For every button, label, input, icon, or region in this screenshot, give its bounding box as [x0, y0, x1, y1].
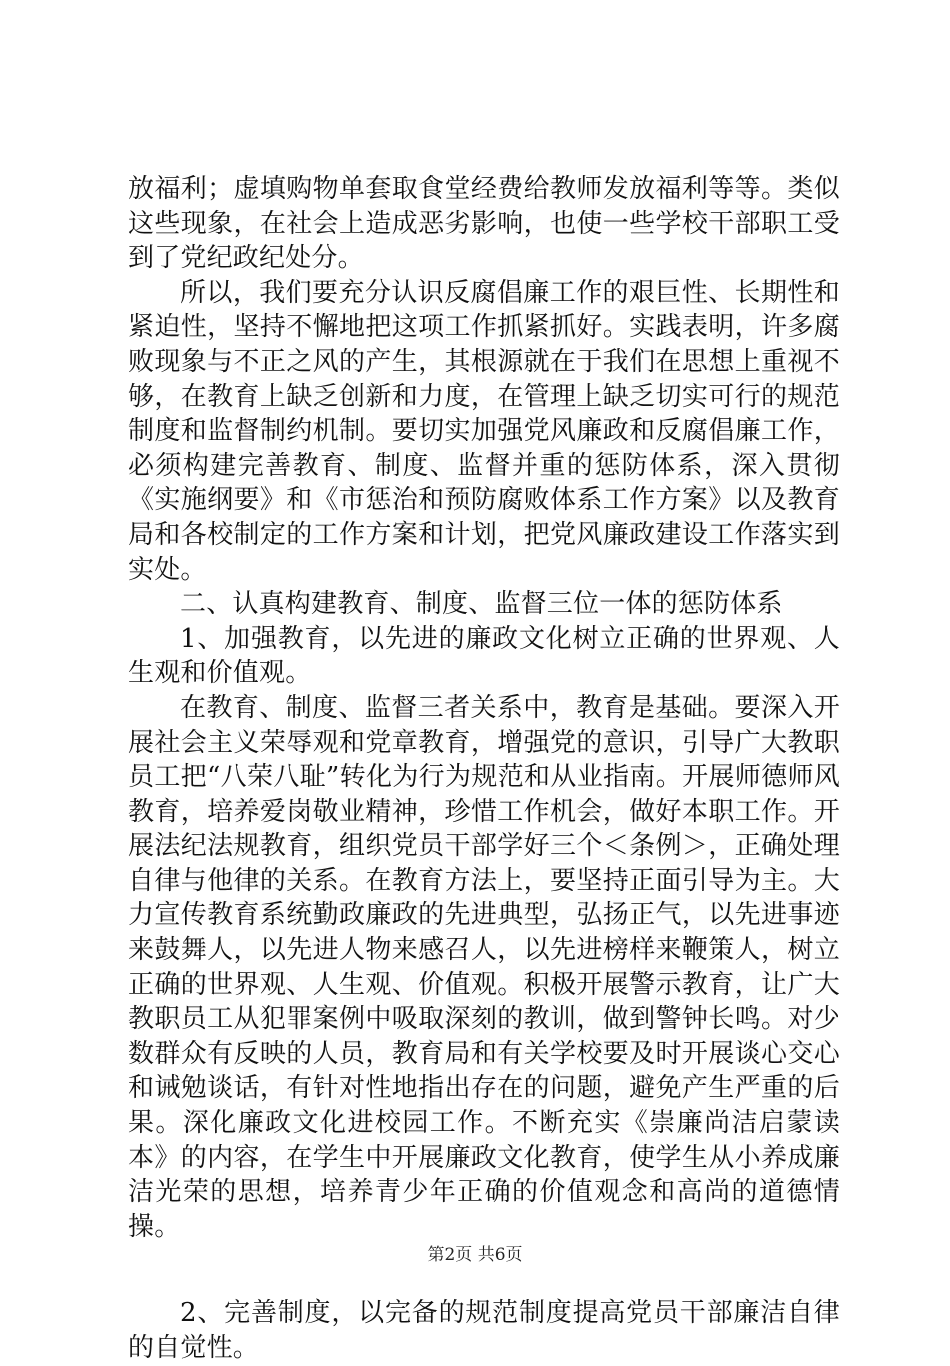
subheading-improve-system: 2、完善制度，以完备的规范制度提高党员干部廉洁自律的自觉性。	[128, 1298, 840, 1363]
section-heading-two: 二、认真构建教育、制度、监督三位一体的惩防体系	[180, 589, 783, 620]
page-number-footer: 第2页 共6页	[427, 1245, 523, 1265]
document-body	[128, 172, 840, 1366]
paragraph-education-details: 在教育、制度、监督三者关系中，教育是基础。要深入开展社会主义荣辱观和党章教育，增强党的意识，引导广大教职员工把“八荣八耻”转化为行为规范和从业指南。开展师德师风教育，培养爱岗敬业精神，珍惜工作机会，做好本职工作。开展法纪法规教育，组织党员干部学好三个＜条例＞，正确处理自律与他律的关系。在教育方法上，要坚持正面引导为主。大力宣传教育系统勤政廉政的先进典型，弘扬正气，以先进事迹来鼓舞人，以先进人物来感召人，以先进榜样来鞭策人，树立正确的世界观、人生观、价值观。积极开展警示教育，让广大教职员工从犯罪案例中吸取深刻的教训，做到警钟长鸣。对少数群众有反映的人员，教育局和有关学校要及时开展谈心交心和诫勉谈话，有针对性地指出存在的问题，避免产生严重的后果。深化廉政文化进校园工作。不断充实《崇廉尚洁启蒙读本》的内容，在学生中开展廉政文化教育，使学生从小养成廉洁光荣的思想，培养青少年正确的价值观念和高尚的道德情操。	[128, 692, 840, 1242]
paragraph-continuation: 放福利；虚填购物单套取食堂经费给教师发放福利等等。类似这些现象，在社会上造成恶劣影响，也使一些学校干部职工受到了党纪政纪处分。	[128, 174, 840, 274]
subheading-strengthen-education: 1、加强教育，以先进的廉政文化树立正确的世界观、人生观和价值观。	[128, 623, 840, 689]
paragraph-anticorruption-understanding: 所以，我们要充分认识反腐倡廉工作的艰巨性、长期性和紧迫性，坚持不懈地把这项工作抓紧抓好。实践表明，许多腐败现象与不正之风的产生，其根源就在于我们在思想上重视不够，在教育上缺乏创新和力度，在管理上缺乏切实可行的规范制度和监督制约机制。要切实加强党风廉政和反腐倡廉工作，必须构建完善教育、制度、监督并重的惩防体系，深入贯彻《实施纲要》和《市惩治和预防腐败体系工作方案》以及教育局和各校制定的工作方案和计划，把党风廉政建设工作落实到实处。	[128, 277, 840, 585]
